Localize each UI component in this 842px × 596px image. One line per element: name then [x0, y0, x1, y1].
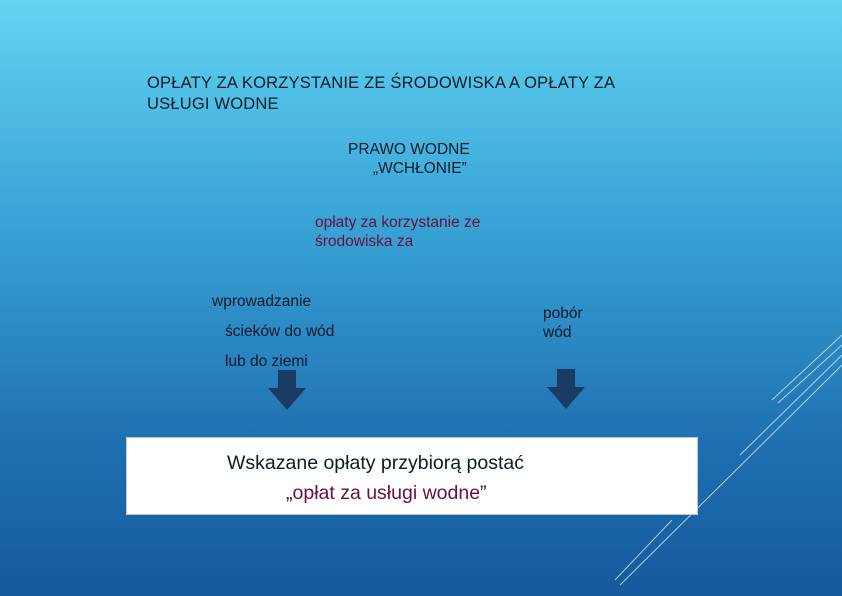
right-item-line-2: wód — [543, 324, 572, 342]
summary-highlight: opłat za usługi wodne — [292, 482, 481, 504]
right-item-line-1: pobór — [543, 305, 583, 322]
quote-close: ” — [480, 482, 487, 504]
title-line-2: USŁUGI WODNE — [147, 94, 279, 113]
title-line-1: OPŁATY ZA KORZYSTANIE ZE ŚRODOWISKA A OPŁATY ZA — [147, 74, 616, 92]
quote-open: „ — [286, 482, 293, 504]
prawo-line-1: PRAWO WODNE — [348, 141, 470, 158]
oplaty-line-1: opłaty za korzystanie ze — [315, 214, 481, 231]
slide-title — [147, 73, 615, 114]
arrow-down-icon — [268, 370, 306, 410]
summary-line-2 — [286, 482, 487, 505]
summary-line-1: Wskazane opłaty przybiorą postać — [227, 452, 524, 474]
left-item-line-2: ścieków do wód — [225, 323, 335, 341]
left-item-line-1: wprowadzanie — [212, 293, 312, 310]
deco-line-4 — [615, 520, 672, 580]
summary-box — [126, 437, 698, 515]
oplaty-block — [315, 213, 480, 252]
deco-line-1 — [772, 335, 842, 400]
oplaty-line-2: środowiska za — [315, 233, 414, 251]
right-item-block — [543, 304, 583, 343]
left-item-block — [212, 287, 334, 378]
prawo-wodne-block — [348, 140, 470, 179]
deco-line-3 — [740, 355, 842, 455]
prawo-line-2: „WCHŁONIE” — [372, 160, 467, 178]
left-item-line-3: lub do ziemi — [225, 353, 308, 371]
arrow-down-icon — [547, 369, 585, 409]
